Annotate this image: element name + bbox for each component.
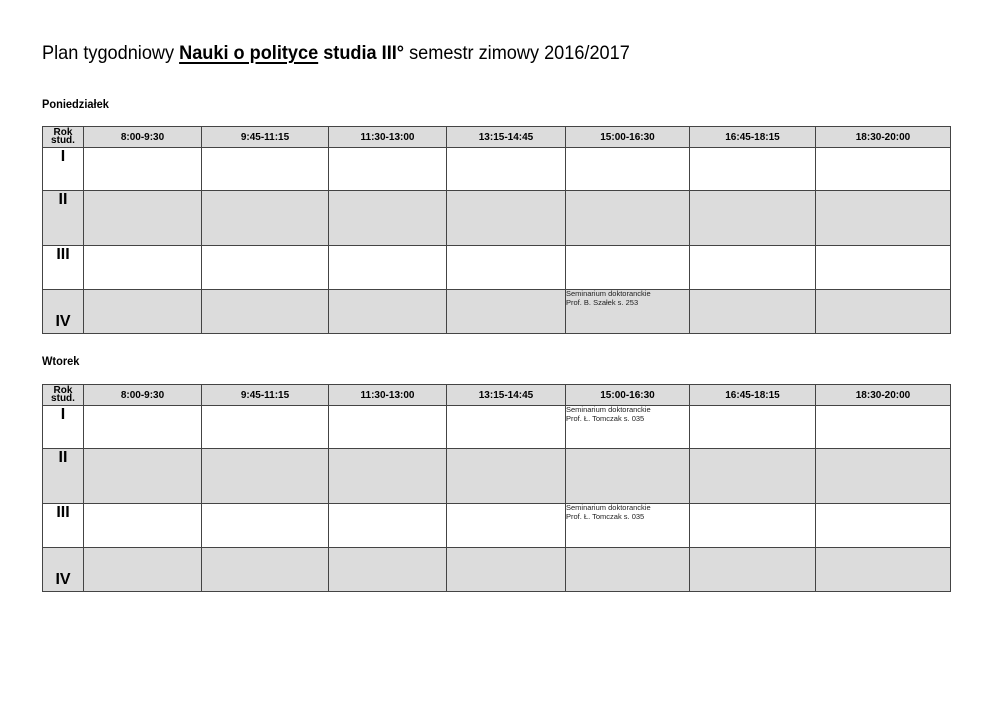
schedule-cell bbox=[566, 548, 690, 592]
schedule-table-monday bbox=[42, 126, 951, 334]
class-title: Seminarium doktoranckie bbox=[566, 406, 651, 414]
schedule-cell bbox=[329, 148, 447, 191]
title-suffix: semestr zimowy 2016/2017 bbox=[404, 42, 630, 64]
schedule-cell bbox=[690, 290, 816, 334]
class-entry bbox=[566, 406, 690, 449]
day-heading-monday: Poniedziałek bbox=[42, 97, 109, 111]
rok-stud-header: Rok stud. bbox=[43, 385, 84, 406]
slot-header: 11:30-13:00 bbox=[329, 127, 447, 148]
schedule-cell bbox=[84, 406, 202, 449]
schedule-cell bbox=[202, 290, 329, 334]
schedule-cell bbox=[816, 148, 951, 191]
schedule-cell bbox=[329, 290, 447, 334]
schedule-cell bbox=[329, 406, 447, 449]
year-label: III bbox=[43, 504, 84, 548]
schedule-cell bbox=[816, 290, 951, 334]
schedule-cell bbox=[84, 504, 202, 548]
schedule-cell bbox=[329, 504, 447, 548]
year-row bbox=[43, 290, 951, 334]
slot-header: 18:30-20:00 bbox=[816, 385, 951, 406]
schedule-cell bbox=[447, 290, 566, 334]
schedule-cell bbox=[447, 504, 566, 548]
schedule-cell bbox=[84, 548, 202, 592]
schedule-cell bbox=[816, 548, 951, 592]
slot-header: 8:00-9:30 bbox=[84, 385, 202, 406]
schedule-cell bbox=[690, 449, 816, 504]
year-label: II bbox=[43, 449, 84, 504]
class-entry bbox=[566, 290, 690, 334]
day-heading-tuesday: Wtorek bbox=[42, 354, 80, 368]
header-row bbox=[43, 127, 951, 148]
schedule-cell bbox=[202, 504, 329, 548]
year-label: IV bbox=[43, 290, 84, 334]
schedule-cell bbox=[690, 504, 816, 548]
class-teacher-room: Prof. Ł. Tomczak s. 035 bbox=[566, 512, 645, 521]
year-label: III bbox=[43, 246, 84, 290]
title-subject: Nauki o polityce bbox=[179, 42, 319, 64]
schedule-cell bbox=[566, 246, 690, 290]
schedule-cell bbox=[329, 548, 447, 592]
class-teacher-room: Prof. Ł. Tomczak s. 035 bbox=[566, 414, 645, 423]
schedule-cell bbox=[690, 548, 816, 592]
schedule-cell bbox=[202, 148, 329, 191]
schedule-cell bbox=[329, 449, 447, 504]
schedule-cell bbox=[447, 406, 566, 449]
schedule-cell bbox=[690, 148, 816, 191]
schedule-cell bbox=[202, 406, 329, 449]
slot-header: 9:45-11:15 bbox=[202, 127, 329, 148]
slot-header: 15:00-16:30 bbox=[566, 127, 690, 148]
year-row bbox=[43, 548, 951, 592]
year-label: IV bbox=[43, 548, 84, 592]
slot-header: 9:45-11:15 bbox=[202, 385, 329, 406]
schedule-cell bbox=[84, 449, 202, 504]
schedule-cell bbox=[84, 290, 202, 334]
slot-header: 13:15-14:45 bbox=[447, 385, 566, 406]
schedule-cell bbox=[202, 449, 329, 504]
page-title bbox=[42, 42, 630, 65]
year-label: I bbox=[43, 406, 84, 449]
year-row bbox=[43, 246, 951, 290]
schedule-cell bbox=[816, 246, 951, 290]
schedule-cell bbox=[202, 191, 329, 246]
year-label: II bbox=[43, 191, 84, 246]
schedule-cell bbox=[690, 191, 816, 246]
slot-header: 15:00-16:30 bbox=[566, 385, 690, 406]
schedule-table-tuesday bbox=[42, 384, 951, 592]
year-row bbox=[43, 406, 951, 449]
slot-header: 11:30-13:00 bbox=[329, 385, 447, 406]
rok-stud-header: Rok stud. bbox=[43, 127, 84, 148]
schedule-cell bbox=[447, 148, 566, 191]
class-title: Seminarium doktoranckie bbox=[566, 504, 651, 512]
class-entry bbox=[566, 504, 690, 548]
title-level: studia III° bbox=[318, 42, 405, 64]
schedule-cell bbox=[447, 246, 566, 290]
schedule-cell bbox=[447, 548, 566, 592]
year-row bbox=[43, 504, 951, 548]
slot-header: 13:15-14:45 bbox=[447, 127, 566, 148]
schedule-cell bbox=[329, 191, 447, 246]
slot-header: 16:45-18:15 bbox=[690, 385, 816, 406]
slot-header: 18:30-20:00 bbox=[816, 127, 951, 148]
slot-header: 8:00-9:30 bbox=[84, 127, 202, 148]
schedule-cell bbox=[329, 246, 447, 290]
schedule-cell bbox=[566, 449, 690, 504]
class-title: Seminarium doktoranckie bbox=[566, 290, 651, 298]
schedule-cell bbox=[816, 449, 951, 504]
class-teacher-room: Prof. B. Szałek s. 253 bbox=[566, 298, 639, 307]
header-row bbox=[43, 385, 951, 406]
schedule-cell bbox=[84, 148, 202, 191]
schedule-cell bbox=[566, 148, 690, 191]
year-label: I bbox=[43, 148, 84, 191]
schedule-cell bbox=[816, 406, 951, 449]
schedule-cell bbox=[690, 246, 816, 290]
schedule-cell bbox=[202, 548, 329, 592]
year-row bbox=[43, 191, 951, 246]
title-prefix: Plan tygodniowy bbox=[42, 42, 180, 64]
schedule-cell bbox=[816, 504, 951, 548]
year-row bbox=[43, 148, 951, 191]
schedule-cell bbox=[84, 246, 202, 290]
schedule-cell bbox=[447, 449, 566, 504]
schedule-cell bbox=[566, 191, 690, 246]
schedule-cell bbox=[690, 406, 816, 449]
schedule-cell bbox=[202, 246, 329, 290]
slot-header: 16:45-18:15 bbox=[690, 127, 816, 148]
schedule-cell bbox=[447, 191, 566, 246]
year-row bbox=[43, 449, 951, 504]
schedule-cell bbox=[816, 191, 951, 246]
schedule-cell bbox=[84, 191, 202, 246]
